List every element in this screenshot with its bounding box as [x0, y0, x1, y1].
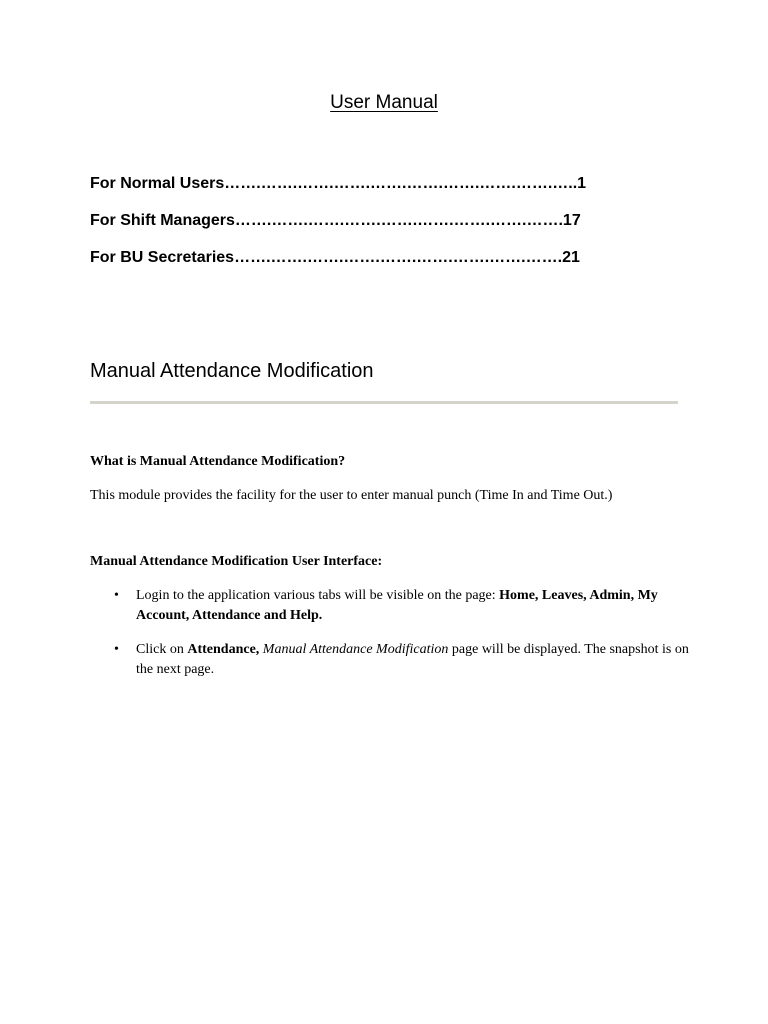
list-item — [90, 586, 690, 626]
toc-entry-label: For BU Secretaries — [90, 249, 235, 266]
toc-leader-dots: …….…….…….…….…….…….…….…….……. — [234, 212, 563, 229]
bullet-text: Click on — [136, 642, 188, 657]
section-divider — [90, 401, 678, 404]
toc-entry-bu-secretaries[interactable] — [90, 246, 650, 283]
description-paragraph: This module provides the facility for the user to enter manual punch (Time In and Time Out.) — [90, 488, 613, 503]
toc-entry-label: For Shift Managers — [90, 212, 235, 229]
document-title: User Manual — [330, 92, 438, 113]
toc-entry-label: For Normal Users — [90, 175, 225, 192]
instruction-list — [90, 586, 690, 694]
ui-heading: Manual Attendance Modification User Interface: — [90, 554, 383, 569]
toc-leader-dots: …….…….…….…….…….…….…….…….……. — [234, 249, 563, 266]
toc-page-number: 1 — [577, 175, 587, 192]
toc-page-number: 17 — [562, 212, 581, 229]
bullet-text-suffix: page will be displayed. The snapshot is on the next page. — [136, 642, 689, 677]
bullet-bold-text: Attendance, — [187, 642, 260, 657]
table-of-contents — [90, 172, 650, 283]
toc-entry-normal-users[interactable] — [90, 172, 650, 209]
question-heading: What is Manual Attendance Modification? — [90, 454, 346, 469]
toc-entry-shift-managers[interactable] — [90, 209, 650, 246]
bullet-bold-text: Home, Leaves, Admin, My Account, Attendance and Help. — [136, 588, 658, 623]
section-heading: Manual Attendance Modification — [90, 360, 374, 382]
toc-page-number: 21 — [562, 249, 580, 266]
bullet-italic-text: Manual Attendance Modification — [262, 642, 449, 657]
toc-leader-dots: …….…….…….…….…….…….…….…….…….….. — [224, 175, 578, 192]
bullet-icon: • — [114, 588, 119, 603]
list-item — [90, 640, 690, 680]
bullet-icon: • — [114, 642, 119, 657]
bullet-text: Login to the application various tabs will be visible on the page: — [136, 588, 500, 603]
